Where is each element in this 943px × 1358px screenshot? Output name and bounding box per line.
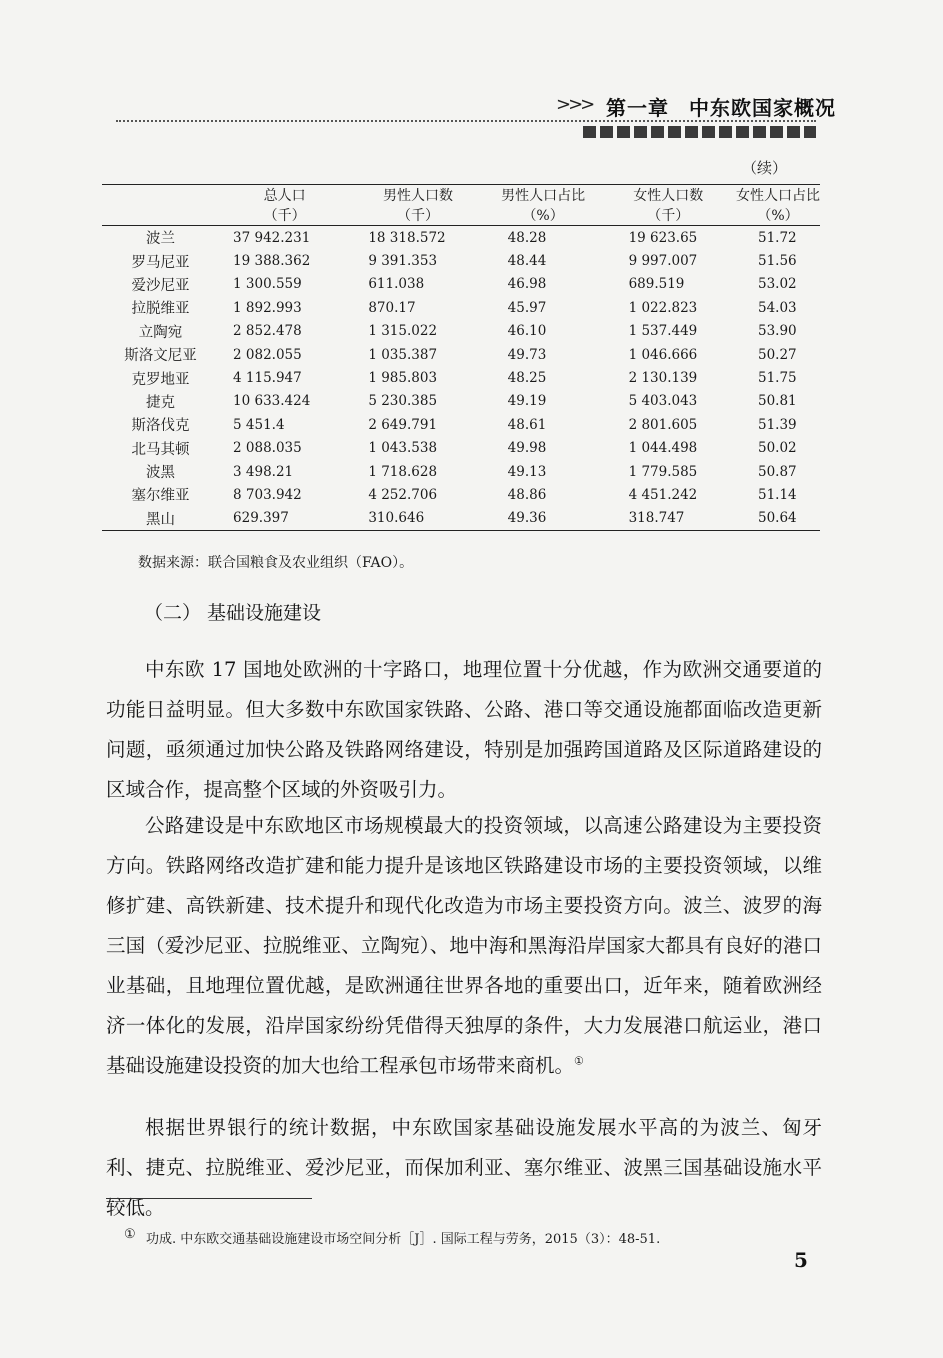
value-cell: 50.87 bbox=[758, 463, 797, 480]
table-row bbox=[102, 437, 820, 460]
value-cell: 50.27 bbox=[758, 346, 797, 363]
footnote-reference: ① bbox=[574, 1054, 584, 1068]
header-cell: 女性人口数 bbox=[601, 185, 736, 206]
value-cell: 1 315.022 bbox=[368, 323, 438, 340]
value-cell: 18 318.572 bbox=[368, 229, 446, 246]
value-cell: 48.44 bbox=[507, 253, 547, 270]
body-paragraph-2 bbox=[106, 806, 822, 1086]
value-cell: 51.75 bbox=[758, 370, 797, 387]
country-cell: 塞尔维亚 bbox=[131, 488, 190, 505]
value-cell: 3 498.21 bbox=[233, 463, 294, 480]
value-cell: 51.56 bbox=[758, 253, 797, 270]
country-cell: 北马其顿 bbox=[131, 441, 190, 458]
table-row bbox=[102, 320, 820, 343]
value-cell: 4 115.947 bbox=[233, 370, 302, 387]
country-cell: 波兰 bbox=[146, 231, 175, 248]
table-continued-label: （续） bbox=[742, 159, 788, 177]
value-cell: 1 022.823 bbox=[628, 299, 698, 316]
value-cell: 46.98 bbox=[507, 276, 547, 293]
value-cell: 5 451.4 bbox=[233, 416, 285, 433]
header-cell: 总人口 bbox=[219, 185, 350, 206]
value-cell: 2 082.055 bbox=[233, 346, 302, 363]
table-row bbox=[102, 249, 820, 272]
value-cell: 10 633.424 bbox=[233, 393, 311, 410]
value-cell: 318.747 bbox=[601, 507, 736, 531]
body-paragraph-1: 中东欧 17 国地处欧洲的十字路口，地理位置十分优越，作为欧洲交通要道的功能日益明显。但大多数中东欧国家铁路、公路、港口等交通设施都面临改造更新问题，亟须通过加快公路及铁路网络建设，特别是加强跨国道路及区际道路建设的区域合作，提高整个区域的外资吸引力。 bbox=[106, 658, 822, 801]
value-cell: 2 801.605 bbox=[628, 416, 698, 433]
value-cell: 4 252.706 bbox=[368, 486, 438, 503]
value-cell: 1 779.585 bbox=[628, 463, 698, 480]
value-cell: 2 130.139 bbox=[628, 370, 698, 387]
table-row bbox=[102, 390, 820, 413]
value-cell: 1 046.666 bbox=[628, 346, 698, 363]
table-row bbox=[102, 296, 820, 319]
country-cell: 黑山 bbox=[102, 507, 219, 531]
country-cell: 爱沙尼亚 bbox=[131, 277, 190, 294]
table-row bbox=[102, 273, 820, 296]
value-cell: 1 044.498 bbox=[628, 440, 698, 457]
value-cell: 53.90 bbox=[758, 323, 797, 340]
unit-cell: （%） bbox=[736, 205, 820, 226]
country-cell: 捷克 bbox=[146, 394, 175, 411]
value-cell: 48.61 bbox=[507, 416, 547, 433]
value-cell: 51.72 bbox=[758, 229, 797, 246]
country-cell: 拉脱维亚 bbox=[131, 301, 190, 318]
table-row bbox=[102, 460, 820, 483]
value-cell: 45.97 bbox=[507, 299, 547, 316]
value-cell: 51.14 bbox=[758, 486, 797, 503]
country-cell: 波黑 bbox=[146, 465, 175, 482]
value-cell: 54.03 bbox=[758, 299, 797, 316]
value-cell: 49.98 bbox=[507, 440, 547, 457]
table-row bbox=[102, 366, 820, 389]
header-block-bar bbox=[583, 126, 816, 138]
value-cell: 19 623.65 bbox=[628, 229, 698, 246]
value-cell: 9 997.007 bbox=[628, 253, 698, 270]
header-cell: 女性人口占比 bbox=[736, 185, 820, 206]
header-cell: 男性人口占比 bbox=[486, 185, 601, 206]
value-cell: 51.39 bbox=[758, 416, 797, 433]
value-cell: 9 391.353 bbox=[368, 253, 438, 270]
unit-cell: （千） bbox=[601, 205, 736, 226]
table-row bbox=[102, 507, 820, 531]
unit-cell: （千） bbox=[219, 205, 350, 226]
chapter-title: 中东欧国家概况 bbox=[689, 96, 836, 120]
section-heading: （二） 基础设施建设 bbox=[144, 602, 322, 624]
value-cell: 49.36 bbox=[486, 507, 601, 531]
value-cell: 50.02 bbox=[758, 440, 797, 457]
country-cell: 克罗地亚 bbox=[131, 371, 190, 388]
value-cell: 1 718.628 bbox=[368, 463, 438, 480]
value-cell: 4 451.242 bbox=[628, 486, 698, 503]
value-cell: 49.19 bbox=[507, 393, 547, 410]
value-cell: 870.17 bbox=[368, 299, 416, 316]
header-arrows: >>> bbox=[556, 94, 593, 115]
value-cell: 37 942.231 bbox=[233, 229, 311, 246]
country-cell: 斯洛伐克 bbox=[131, 418, 190, 435]
value-cell: 2 852.478 bbox=[233, 323, 302, 340]
table-row bbox=[102, 226, 820, 250]
paragraph-2-text: 公路建设是中东欧地区市场规模最大的投资领域，以高速公路建设为主要投资方向。铁路网络改造扩建和能力提升是该地区铁路建设市场的主要投资领域，以维修扩建、高铁新建、技术提升和现代化改造为市场主要投资方向。波兰、波罗的海三国（爱沙尼亚、拉脱维亚、立陶宛）、地中海和黑海沿岸国家大都具有良好的港口业基础，且地理位置优越，是欧洲通往世界各地的重要出口，近年来，随着欧洲经济一体化的发展，沿岸国家纷纷凭借得天独厚的条件，大力发展港口航运业，港口基础设施建设投资的加大也给工程承包市场带来商机。 bbox=[106, 814, 822, 1077]
header-cell bbox=[102, 185, 219, 206]
value-cell: 1 985.803 bbox=[368, 370, 438, 387]
value-cell: 5 403.043 bbox=[628, 393, 698, 410]
value-cell: 2 649.791 bbox=[368, 416, 438, 433]
table-row bbox=[102, 343, 820, 366]
footnote-text: 功成. 中东欧交通基础设施建设市场空间分析［J］. 国际工程与劳务，2015（3）：48-51. bbox=[146, 1232, 661, 1247]
page-number: 5 bbox=[794, 1248, 808, 1272]
value-cell: 50.64 bbox=[736, 507, 820, 531]
value-cell: 53.02 bbox=[758, 276, 797, 293]
footnote-mark: ① bbox=[124, 1227, 136, 1242]
value-cell: 49.73 bbox=[507, 346, 547, 363]
value-cell: 1 892.993 bbox=[233, 299, 302, 316]
value-cell: 5 230.385 bbox=[368, 393, 438, 410]
table-header-row bbox=[102, 185, 820, 206]
value-cell: 1 537.449 bbox=[628, 323, 698, 340]
value-cell: 19 388.362 bbox=[233, 253, 311, 270]
value-cell: 50.81 bbox=[758, 393, 797, 410]
table-body bbox=[102, 226, 820, 531]
chapter-label: 第一章 bbox=[606, 96, 669, 120]
value-cell: 629.397 bbox=[219, 507, 350, 531]
value-cell: 8 703.942 bbox=[233, 486, 302, 503]
value-cell: 48.86 bbox=[507, 486, 547, 503]
running-header bbox=[606, 92, 836, 121]
unit-cell: （%） bbox=[486, 205, 601, 226]
header-dotted-rule bbox=[116, 120, 816, 122]
value-cell: 46.10 bbox=[507, 323, 547, 340]
body-paragraph-3: 根据世界银行的统计数据，中东欧国家基础设施发展水平高的为波兰、匈牙利、捷克、拉脱维亚、爱沙尼亚，而保加利亚、塞尔维亚、波黑三国基础设施水平较低。 bbox=[106, 1116, 822, 1219]
table-row bbox=[102, 483, 820, 506]
country-cell: 斯洛文尼亚 bbox=[124, 348, 197, 365]
footnote-rule bbox=[106, 1198, 312, 1199]
unit-cell: （千） bbox=[350, 205, 485, 226]
table-row bbox=[102, 413, 820, 436]
unit-cell bbox=[102, 205, 219, 226]
table-unit-row bbox=[102, 205, 820, 226]
population-table bbox=[102, 184, 820, 531]
value-cell: 689.519 bbox=[628, 276, 685, 293]
header-cell: 男性人口数 bbox=[350, 185, 485, 206]
value-cell: 2 088.035 bbox=[233, 440, 302, 457]
value-cell: 48.25 bbox=[507, 370, 547, 387]
table-source-note: 数据来源：联合国粮食及农业组织（FAO）。 bbox=[138, 555, 414, 571]
value-cell: 48.28 bbox=[507, 229, 547, 246]
value-cell: 1 300.559 bbox=[233, 276, 302, 293]
value-cell: 1 035.387 bbox=[368, 346, 438, 363]
country-cell: 罗马尼亚 bbox=[131, 254, 190, 271]
value-cell: 1 043.538 bbox=[368, 440, 438, 457]
value-cell: 611.038 bbox=[368, 276, 425, 293]
country-cell: 立陶宛 bbox=[138, 324, 183, 341]
value-cell: 49.13 bbox=[507, 463, 547, 480]
value-cell: 310.646 bbox=[350, 507, 485, 531]
